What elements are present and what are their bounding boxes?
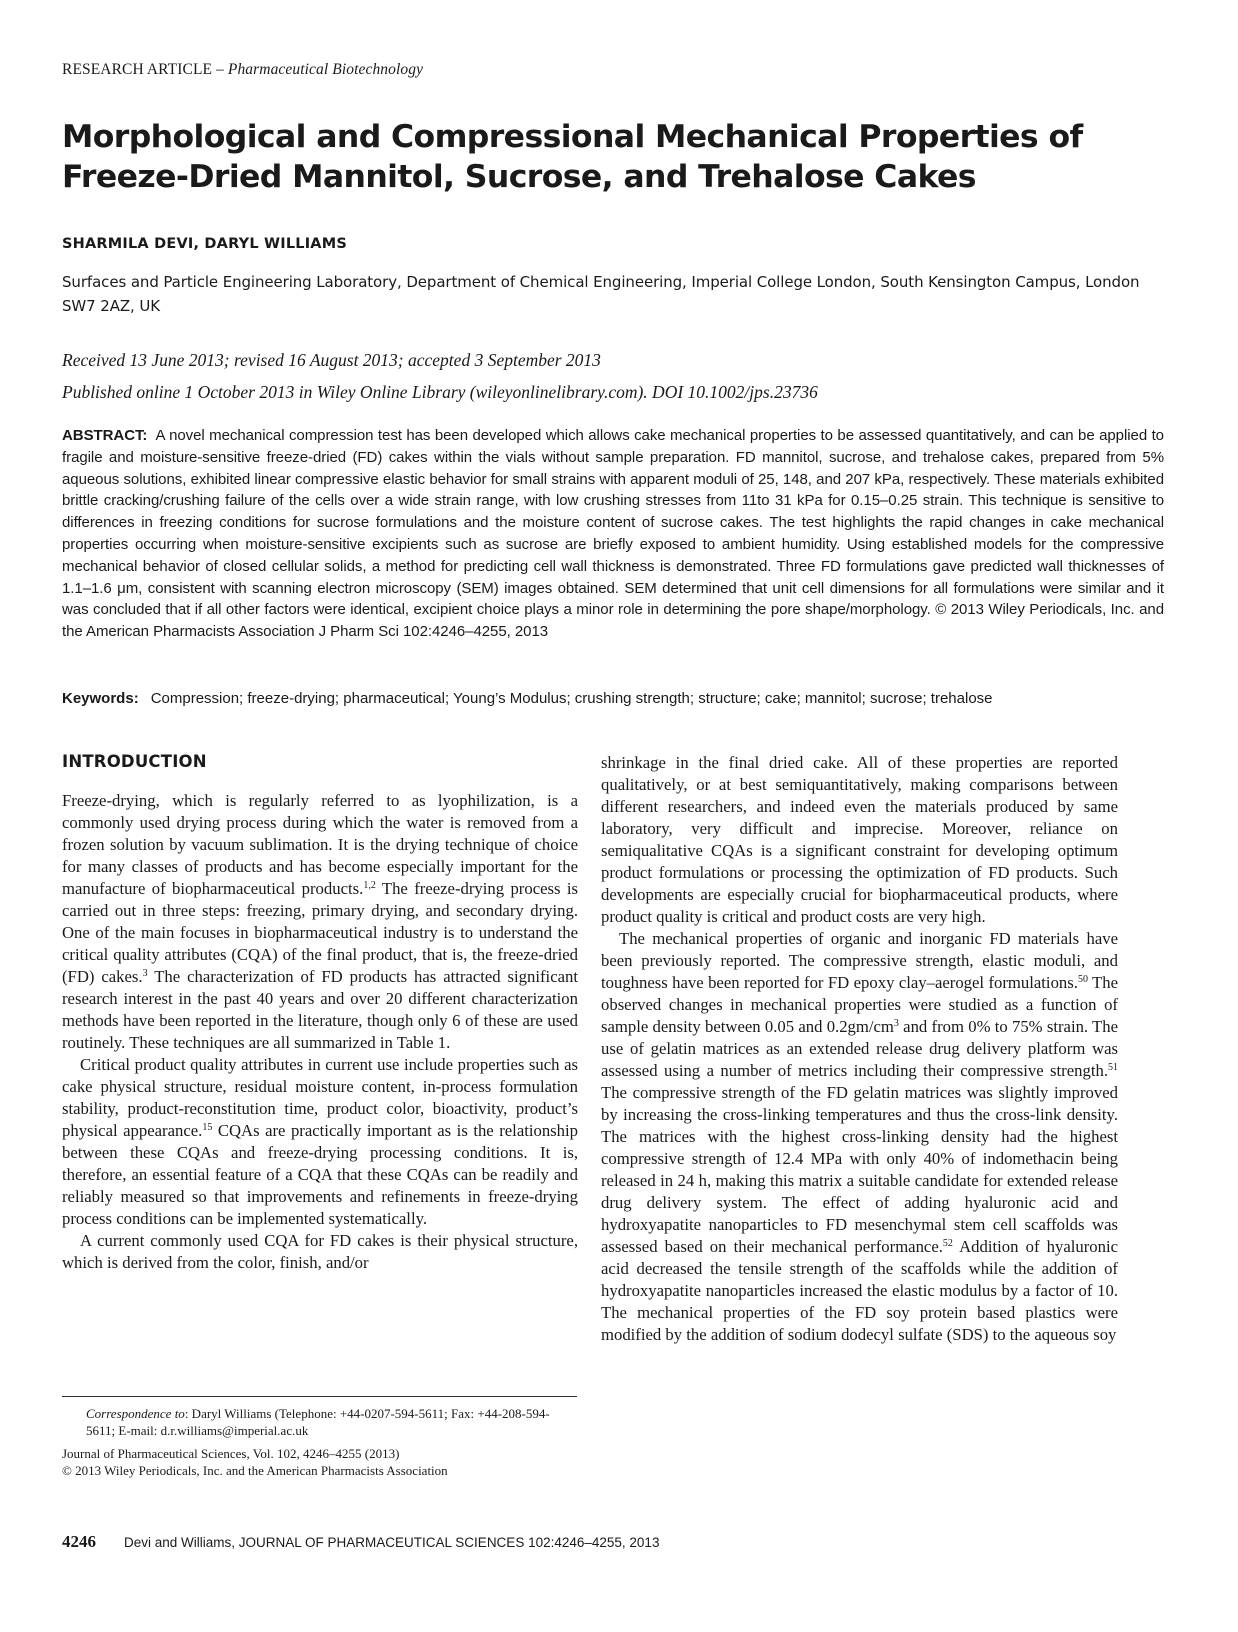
copyright: © 2013 Wiley Periodicals, Inc. and the American Pharmacists Association [62, 1463, 448, 1478]
page-footer [62, 1532, 659, 1552]
paragraph-text: The mechanical properties of organic and inorganic FD materials have been previously reported. The compressive strength, elastic moduli, and toughness have been reported for FD epoxy clay–aerogel formulations. [601, 929, 1118, 992]
right-column [601, 752, 1118, 1346]
article-category: Pharmaceutical Biotechnology [227, 61, 424, 78]
correspondence-text: : Daryl Williams (Telephone: +44-0207-594-5611; Fax: +44-208-594-5611; E-mail: d.r.williams@imperial.ac.uk [86, 1406, 550, 1438]
article-title: Morphological and Compressional Mechanical Properties of Freeze-Dried Mannitol, Sucrose, and Trehalose Cakes [62, 119, 1083, 195]
keywords-label: Keywords: [62, 690, 139, 707]
section-heading-introduction: INTRODUCTION [62, 752, 207, 771]
paragraph-text: The observed changes in mechanical properties were studied as a function of sample density between 0.05 and 0.2gm/cm [601, 973, 1118, 1036]
affiliation: Surfaces and Particle Engineering Laboratory, Department of Chemical Engineering, Imperial College London, South Kensington Campus, London SW7 2AZ, UK [62, 273, 1140, 315]
citation-ref: 3 [142, 968, 148, 979]
article-type: RESEARCH ARTICLE – [62, 61, 228, 78]
abstract-text: A novel mechanical compression test has been developed which allows cake mechanical properties to be assessed quantitatively, and can be applied to fragile and moisture-sensitive freeze-dried (FD) cakes within the vials without sample preparation. FD mannitol, sucrose, and trehalose cakes, prepared from 5% aqueous solutions, exhibited linear compressive elastic behavior for small strains with apparent moduli of 25, 148, and 207 kPa, respectively. These materials exhibited brittle cracking/crushing failure of the cells over a wide strain range, with low crushing stresses from 11to 31 kPa for 0.15–0.25 strain. This technique is sensitive to differences in freezing conditions for sucrose formulations and the moisture content of sucrose cakes. The test highlights the rapid changes in cake mechanical properties occurring when moisture-sensitive excipients such as sucrose are briefly exposed to ambient humidity. Using established models for the compressive mechanical behavior of closed cellular solids, a method for predicting cell wall thickness is demonstrated. Three FD formulations gave predicted wall thicknesses of 1.1–1.6 μm, consistent with scanning electron microscopy (SEM) images obtained. SEM determined that unit cell dimensions for all formulations were similar and it was concluded that if all other factors were identical, excipient choice plays a minor role in determining the pore shape/morphology. © 2013 Wiley Periodicals, Inc. and the American Pharmacists Association J Pharm Sci 102:4246–4255, 2013 [62, 427, 1164, 641]
running-head [62, 61, 423, 79]
paragraph: A current commonly used CQA for FD cakes is their physical structure, which is derived from the color, finish, and/or [62, 1231, 578, 1272]
paragraph: shrinkage in the final dried cake. All of these properties are reported qualitatively, or at best semiquantitatively, making comparisons between different researchers, and indeed even the materials produced by same laboratory, very difficult and imprecise. Moreover, reliance on semiqualitative CQAs is a significant constraint for developing optimum product formulations or processing the optimization of FD products. Such developments are especially crucial for biopharmaceutical products, where product quality is critical and product costs are very high. [601, 753, 1118, 926]
paragraph-text: Critical product quality attributes in current use include properties such as cake physical structure, residual moisture content, in-process formulation stability, product-reconstitution time, product color, bioactivity, product’s physical appearance. [62, 1055, 578, 1140]
paragraph-text: The characterization of FD products has attracted significant research interest in the past 40 years and over 20 different characterization methods have been reported in the literature, though only 6 of these are used routinely. These techniques are all summarized in Table 1. [62, 967, 578, 1052]
citation-ref: 51 [1108, 1062, 1118, 1073]
paragraph-text: and from 0% to 75% strain. The use of gelatin matrices as an extended release drug delivery platform was assessed using a number of metrics including their compressive strength. [601, 1017, 1118, 1080]
footnote-divider [62, 1396, 577, 1397]
unit-superscript: 3 [893, 1018, 899, 1029]
footnote [62, 1405, 577, 1479]
citation-ref: 52 [942, 1238, 953, 1249]
abstract [62, 425, 1164, 643]
keywords-text: Compression; freeze-drying; pharmaceutical; Young’s Modulus; crushing strength; structure; cake; mannitol; sucrose; trehalose [150, 690, 993, 707]
submission-dates: Received 13 June 2013; revised 16 August 2013; accepted 3 September 2013 [62, 350, 601, 370]
paragraph-text: Freeze-drying, which is regularly referred to as lyophilization, is a commonly used drying process during which the water is removed from a frozen solution by vacuum sublimation. It is the drying technique of choice for many classes of products and has become especially important for the manufacture of biopharmaceutical products. [62, 791, 578, 898]
left-column [62, 790, 578, 1274]
paragraph-text: Addition of hyaluronic acid decreased the tensile strength of the scaffolds while the addition of hydroxyapatite nanoparticles increased the elastic modulus by a factor of 10. The mechanical properties of the FD soy protein based plastics were modified by the addition of sodium dodecyl sulfate (SDS) to the aqueous soy [601, 1237, 1118, 1344]
journal-info: Journal of Pharmaceutical Sciences, Vol. 102, 4246–4255 (2013) [62, 1446, 400, 1461]
paragraph [62, 790, 578, 1054]
citation-ref: 50 [1077, 974, 1088, 985]
correspondence [62, 1405, 577, 1439]
paragraph-text: CQAs are practically important as is the relationship between these CQAs and freeze-drying processing conditions. It is, therefore, an essential feature of a CQA that these CQAs can be readily and reliably measured so that improvements and refinements in freeze-drying process conditions can be implemented systematically. [62, 1121, 578, 1228]
publication-info: Published online 1 October 2013 in Wiley Online Library (wileyonlinelibrary.com). DOI 10.1002/jps.23736 [62, 382, 818, 402]
correspondence-label: Correspondence to [86, 1406, 185, 1421]
citation-ref: 1,2 [363, 880, 376, 891]
abstract-label: ABSTRACT: [62, 427, 148, 444]
author-list: SHARMILA DEVI, DARYL WILLIAMS [62, 236, 347, 252]
paragraph-text: The compressive strength of the FD gelatin matrices was slightly improved by increasing the cross-linking temperatures and thus the cross-link density. The matrices with the highest cross-linking density had the highest compressive strength of 12.4 MPa with only 40% of indomethacin being released in 24 h, making this matrix a suitable candidate for extended release drug delivery system. The effect of adding hyaluronic acid and hydroxyapatite nanoparticles to FD mesenchymal stem cell scaffolds was assessed based on their mechanical performance. [601, 1083, 1118, 1256]
paragraph [601, 928, 1118, 1346]
paragraph-text: The freeze-drying process is carried out in three steps: freezing, primary drying, and secondary drying. One of the main focuses in biopharmaceutical industry is to understand the critical quality attributes (CQA) of the final product, that is, the freeze-dried (FD) cakes. [62, 879, 578, 986]
page-number: 4246 [62, 1532, 96, 1551]
citation-ref: 15 [202, 1122, 213, 1133]
keywords [62, 688, 1164, 709]
footer-citation: Devi and Williams, JOURNAL OF PHARMACEUTICAL SCIENCES 102:4246–4255, 2013 [124, 1535, 660, 1550]
paragraph [62, 1054, 578, 1230]
